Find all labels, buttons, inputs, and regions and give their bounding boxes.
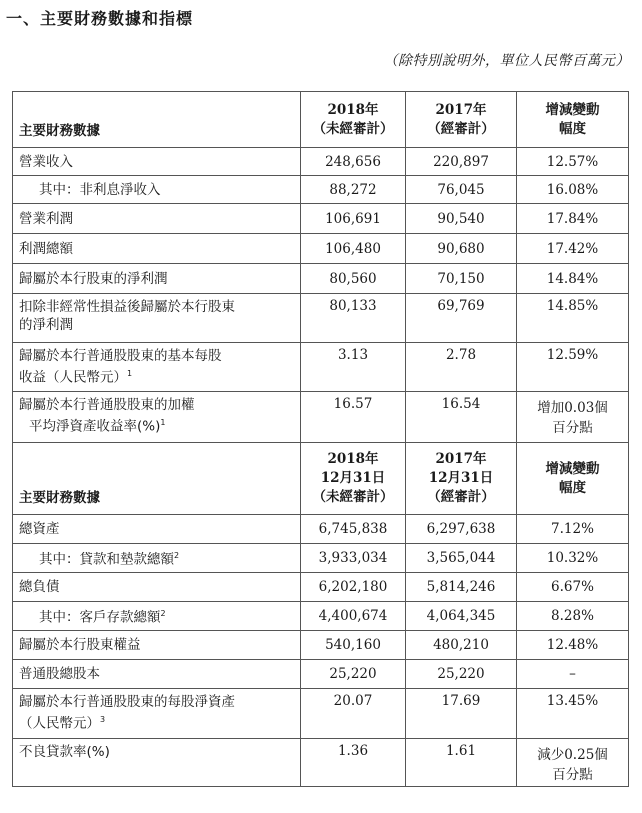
header-label: 主要財務數據 — [13, 92, 301, 148]
header-col-change: 增減變動 幅度 — [517, 92, 629, 148]
table-row: 營業收入 248,656 220,897 12.57% — [13, 148, 629, 176]
table-row: 歸屬於本行普通股股東的每股淨資產 （人民幣元）$^3$ 20.07 17.69 13.45% — [13, 689, 629, 739]
table-row: 其中：非利息淨收入 88,272 76,045 16.08% — [13, 176, 629, 204]
financial-data-table — [12, 91, 629, 787]
table-row: 歸屬於本行股東權益 540,160 480,210 12.48% — [13, 631, 629, 660]
table-row: 歸屬於本行普通股股東的加權 平均淨資產收益率(%)$^1$ 16.57 16.54 增加0.03個 百分點 — [13, 392, 629, 443]
table-row: 總負債 6,202,180 5,814,246 6.67% — [13, 573, 629, 602]
table-row: 歸屬於本行普通股股東的基本每股 收益（人民幣元）$^1$ 3.13 2.78 12.59% — [13, 343, 629, 392]
table-row: 利潤總額 106,480 90,680 17.42% — [13, 234, 629, 264]
table1-header-row — [13, 92, 629, 148]
header-col-2018: 2018年 12月31日 （未經審計） — [301, 443, 406, 515]
header-col-2017: 2017年 （經審計） — [406, 92, 517, 148]
unit-note: （除特別說明外，單位人民幣百萬元） — [383, 53, 630, 69]
table-row: 普通股總股本 25,220 25,220 – — [13, 660, 629, 689]
header-col-2018: 2018年 （未經審計） — [301, 92, 406, 148]
table-row: 不良貸款率(%) 1.36 1.61 減少0.25個 百分點 — [13, 739, 629, 787]
table2-header-row — [13, 443, 629, 515]
header-label: 主要財務數據 — [13, 443, 301, 515]
header-col-change: 增減變動 幅度 — [517, 443, 629, 515]
table-row: 歸屬於本行股東的淨利潤 80,560 70,150 14.84% — [13, 264, 629, 294]
section-heading: 一、主要財務數據和指標 — [6, 9, 194, 28]
table-row: 營業利潤 106,691 90,540 17.84% — [13, 204, 629, 234]
header-col-2017: 2017年 12月31日 （經審計） — [406, 443, 517, 515]
table-row: 其中：客戶存款總額$^2$ 4,400,674 4,064,345 8.28% — [13, 602, 629, 631]
table-row: 總資產 6,745,838 6,297,638 7.12% — [13, 515, 629, 544]
table-row: 扣除非經常性損益後歸屬於本行股東 的淨利潤 80,133 69,769 14.85% — [13, 294, 629, 343]
table-row: 其中：貸款和墊款總額$^2$ 3,933,034 3,565,044 10.32% — [13, 544, 629, 573]
